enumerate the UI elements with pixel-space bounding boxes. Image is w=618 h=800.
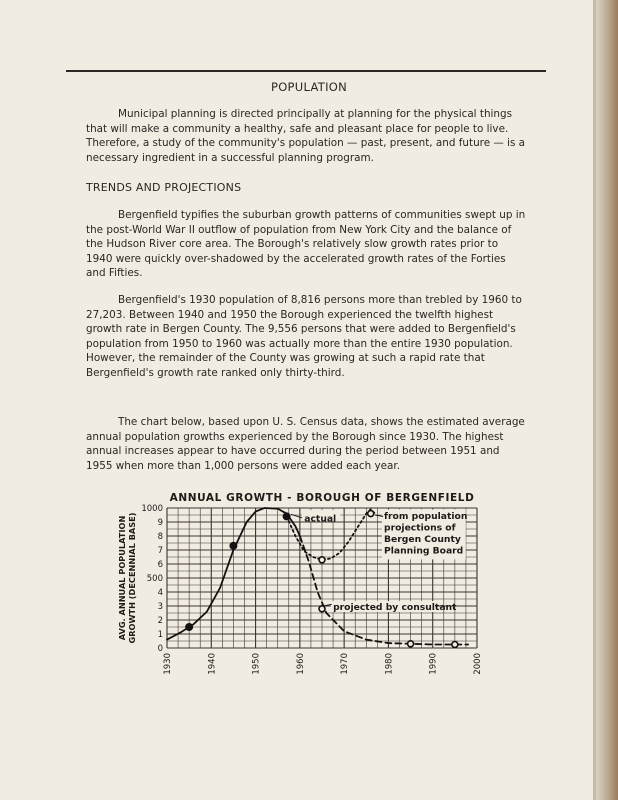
data-point-marker — [186, 624, 192, 630]
y-tick-label: 500 — [146, 574, 163, 584]
header-rule — [66, 70, 546, 72]
data-point-marker — [452, 642, 458, 648]
annotation-actual: actual — [304, 513, 337, 525]
x-tick-label: 1960 — [295, 653, 306, 675]
y-tick-label: 9 — [157, 518, 163, 528]
annotation-board-line: Planning Board — [384, 545, 464, 557]
paragraph-1 — [86, 208, 526, 281]
y-axis-label-line-1: AVG. ANNUAL POPULATION — [117, 515, 127, 641]
x-tick-label: 1950 — [251, 653, 262, 675]
x-tick-label: 1990 — [428, 653, 439, 675]
y-axis-label-line-2: GROWTH (DECENNIAL BASE) — [127, 512, 137, 644]
chart-title: ANNUAL GROWTH - BOROUGH OF BERGENFIELD — [169, 492, 475, 504]
y-tick-label: 2 — [157, 616, 163, 626]
page-edge — [596, 0, 618, 800]
paragraph-2 — [86, 293, 526, 381]
intro-paragraph — [86, 107, 526, 165]
x-tick-label: 1940 — [207, 653, 218, 675]
annotation-consultant: projected by consultant — [333, 602, 457, 614]
y-tick-label: 7 — [157, 546, 163, 556]
annotation-board-line: Bergen County — [384, 534, 461, 546]
page-title: POPULATION — [270, 80, 348, 94]
data-point-marker — [319, 606, 325, 612]
data-point-marker — [230, 543, 236, 549]
paragraph-1-text: Bergenfield typifies the suburban growth patterns of communities swept up in the post-World War II outflow of population from New York City and the balance of the Hudson River core area. The Borough's relatively slow growth rates prior to 1940 were quickly over-shadowed by the accelerated growth rates of the Forties and Fifties. — [86, 209, 526, 280]
paragraph-3 — [86, 415, 526, 473]
data-point-marker — [368, 511, 374, 517]
y-tick-label: 8 — [157, 532, 163, 542]
x-tick-label: 1930 — [163, 653, 173, 675]
page-edge-shadow — [593, 0, 596, 800]
annotation-board-line: from population — [384, 511, 468, 523]
section-heading: TRENDS AND PROJECTIONS — [86, 181, 242, 194]
y-tick-label: 0 — [157, 644, 163, 654]
growth-chart — [112, 490, 492, 695]
y-tick-label: 1 — [157, 630, 163, 640]
y-tick-label: 3 — [157, 602, 163, 612]
x-tick-label: 2000 — [473, 653, 483, 675]
data-point-marker — [319, 557, 325, 563]
paragraph-2-text: Bergenfield's 1930 population of 8,816 persons more than trebled by 1960 to 27,203. Between 1940 and 1950 the Borough experienced the twelfth highest growth rate in Bergen County. The 9,556 persons that were added to Bergenfield's population from 1950 to 1960 was actually more than the entire 1930 population. However, the remainder of the County was growing at such a rapid rate that Bergenfield's growth rate ranked only thirty-third. — [86, 294, 522, 379]
paragraph-3-text: The chart below, based upon U. S. Census data, shows the estimated average annual population growths experienced by the Borough since 1930. The highest annual increases appear to have occurred during the period between 1951 and 1955 when more than 1,000 persons were added each year. — [86, 416, 525, 472]
y-tick-label: 6 — [157, 560, 163, 570]
x-tick-label: 1980 — [384, 653, 395, 675]
intro-text: Municipal planning is directed principally at planning for the physical things that will make a community a healthy, safe and pleasant place for people to live. Therefore, a study of the community's population — past, present, and future — is a necessary ingredient in a successful planning program. — [86, 108, 526, 164]
annotation-board-line: projections of — [384, 522, 456, 534]
y-tick-label: 1000 — [141, 504, 163, 514]
x-tick-label: 1970 — [340, 653, 351, 675]
data-point-marker — [408, 641, 414, 647]
y-tick-label: 4 — [157, 588, 163, 598]
